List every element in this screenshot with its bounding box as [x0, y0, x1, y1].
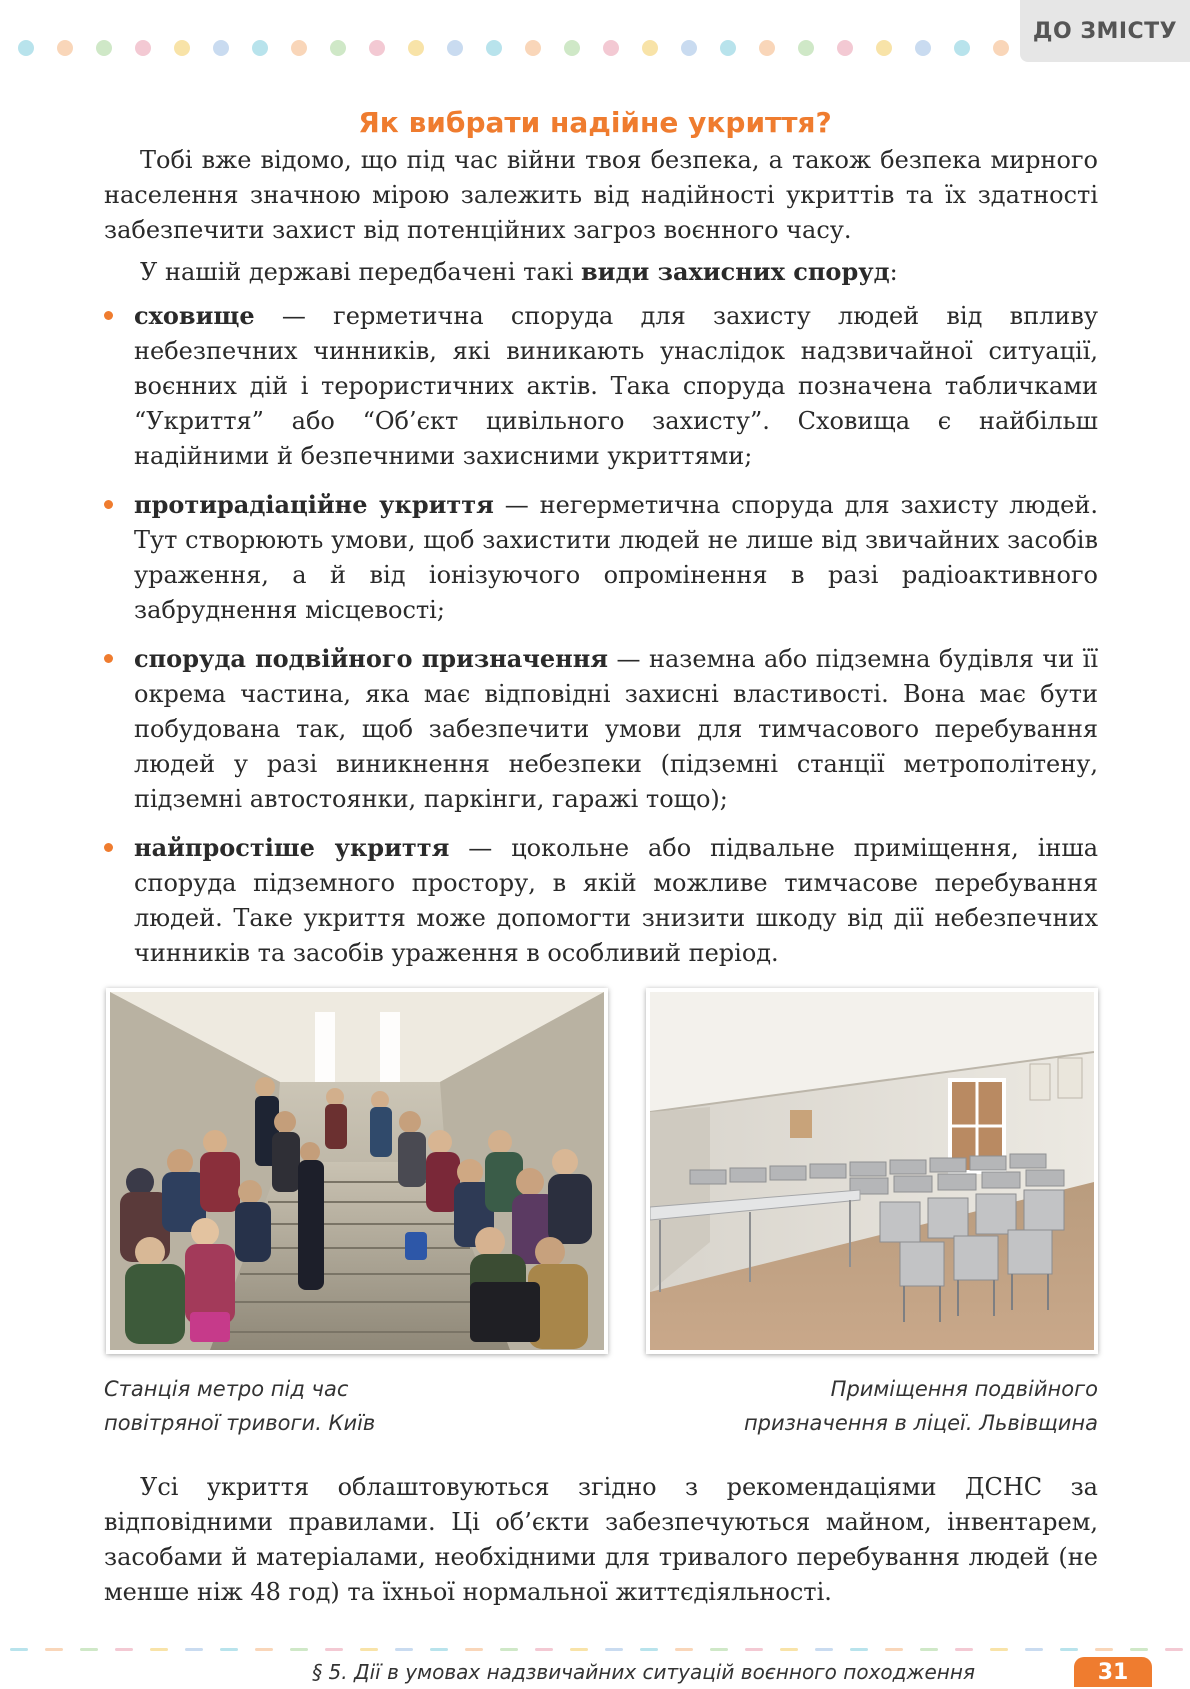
decorative-dash — [185, 1648, 203, 1651]
decorative-dash — [955, 1648, 973, 1651]
toc-link-button[interactable]: ДО ЗМІСТУ — [1020, 0, 1190, 62]
decorative-dot — [525, 40, 541, 56]
decorative-dot — [876, 40, 892, 56]
decorative-dash — [465, 1648, 483, 1651]
list-item — [104, 830, 1098, 971]
bullet-dot-icon — [104, 843, 113, 852]
definition: — герметична споруда для захисту людей від впливу небезпечних чинників, які виникають унаслідок надзвичайної ситуації, воєнних дій і терористичних актів. Така споруда позначена табличками “Укриття” або “Об’єкт цивільного захисту”. Сховища є найбільш надійними й безпечними захисними укриттями; — [134, 302, 1098, 470]
metro-station-photo — [106, 988, 608, 1354]
decorative-dot — [837, 40, 853, 56]
definition: — негерметична споруда для захисту людей. Тут створюють умови, щоб захистити людей не лише від звичайних засобів ураження, а й від іонізуючого опромінення в разі радіоактивного забруднення місцевості; — [134, 491, 1098, 624]
list-item — [104, 487, 1098, 628]
decorative-dash — [605, 1648, 623, 1651]
term: протирадіаційне укриття — [134, 490, 494, 519]
decorative-dash — [290, 1648, 308, 1651]
decorative-dot — [330, 40, 346, 56]
decorative-dot — [564, 40, 580, 56]
decorative-dash — [360, 1648, 378, 1651]
decorative-dash — [780, 1648, 798, 1651]
bullet-dot-icon — [104, 654, 113, 663]
definition: — наземна або підземна будівля чи її окрема частина, яка має відповідні захисні властивості. Вона має бути побудована так, щоб забезпечити умови для тимчасового перебування людей у разі виникнення небезпеки (підземні станції метрополітену, підземні автостоянки, паркінги, гаражі тощо); — [134, 645, 1099, 813]
metro-photo-caption — [104, 1372, 375, 1440]
decorative-dash — [990, 1648, 1008, 1651]
footer-dashed-line — [0, 1648, 1190, 1651]
caption-line: Станція метро під час — [104, 1377, 349, 1401]
caption-line: Приміщення подвійного — [830, 1377, 1098, 1401]
intro-paragraph: Тобі вже відомо, що під час війни твоя безпека, а також безпека мирного населення значною мірою залежить від надійності укриттів та їх здатності забезпечити захист від потенційних загроз воєнного часу. — [104, 146, 1098, 244]
decorative-dot — [486, 40, 502, 56]
decorative-dash — [255, 1648, 273, 1651]
decorative-dash — [115, 1648, 133, 1651]
term: споруда подвійного призначення — [134, 644, 609, 673]
decorative-dash — [80, 1648, 98, 1651]
decorative-dash — [325, 1648, 343, 1651]
list-item — [104, 641, 1098, 817]
decorative-dash — [535, 1648, 553, 1651]
decorative-dot — [369, 40, 385, 56]
decorative-dash — [640, 1648, 658, 1651]
caption-line: повітряної тривоги. Київ — [104, 1411, 376, 1435]
decorative-dash — [1130, 1648, 1148, 1651]
decorative-dot — [954, 40, 970, 56]
decorative-dot — [57, 40, 73, 56]
decorative-dash — [430, 1648, 448, 1651]
lyceum-shelter-photo — [646, 988, 1098, 1354]
decorative-dash — [920, 1648, 938, 1651]
bullet-dot-icon — [104, 500, 113, 509]
list-item — [104, 298, 1098, 474]
decorative-dash — [710, 1648, 728, 1651]
decorative-dash — [815, 1648, 833, 1651]
decorative-dot-row — [18, 40, 1028, 58]
decorative-dot — [96, 40, 112, 56]
types-intro-text: У нашій державі передбачені такі — [140, 258, 581, 286]
types-intro-paragraph — [104, 254, 1098, 290]
decorative-dash — [675, 1648, 693, 1651]
definition: — цокольне або підвальне приміщення, інша споруда підземного простору, в якій можливе тимчасове перебування людей. Таке укриття може допомогти знизити шкоду від дії небезпечних чинників та засобів ураження в особливий період. — [134, 834, 1098, 967]
decorative-dash — [220, 1648, 238, 1651]
decorative-dot — [291, 40, 307, 56]
decorative-dash — [1095, 1648, 1113, 1651]
decorative-dash — [500, 1648, 518, 1651]
decorative-dot — [603, 40, 619, 56]
decorative-dot — [447, 40, 463, 56]
footer-section-title: § 5. Дії в умовах надзвичайних ситуацій воєнного походження — [312, 1660, 975, 1684]
caption-line: призначення в ліцеї. Львівщина — [743, 1411, 1098, 1435]
decorative-dot — [681, 40, 697, 56]
decorative-dash — [1025, 1648, 1043, 1651]
decorative-dash — [45, 1648, 63, 1651]
shelter-types-list — [104, 298, 1098, 984]
decorative-dash — [395, 1648, 413, 1651]
closing-paragraph: Усі укриття облаштовуються згідно з рекомендаціями ДСНС за відповідними правилами. Ці об’єкти забезпечуються майном, інвентарем, засобами й матеріалами, необхідними для тривалого перебування людей (не менше ніж 48 год) та їхньої нормальної життєдіяльності. — [104, 1473, 1098, 1606]
term: сховище — [134, 301, 255, 330]
decorative-dot — [993, 40, 1009, 56]
decorative-dot — [720, 40, 736, 56]
decorative-dot — [642, 40, 658, 56]
decorative-dash — [10, 1648, 28, 1651]
decorative-dot — [18, 40, 34, 56]
decorative-dot — [174, 40, 190, 56]
metro-station-illustration — [110, 992, 604, 1350]
types-intro-bold: види захисних споруд — [581, 257, 890, 286]
decorative-dot — [213, 40, 229, 56]
decorative-dash — [885, 1648, 903, 1651]
types-intro-suffix: : — [889, 258, 898, 286]
term: найпростіше укриття — [134, 833, 450, 862]
lyceum-room-illustration — [650, 992, 1094, 1350]
decorative-dash — [570, 1648, 588, 1651]
decorative-dot — [798, 40, 814, 56]
page-number-badge: 31 — [1074, 1657, 1152, 1687]
decorative-dash — [850, 1648, 868, 1651]
bullet-dot-icon — [104, 311, 113, 320]
page-heading: Як вибрати надійне укриття? — [358, 106, 832, 139]
decorative-dot — [915, 40, 931, 56]
decorative-dot — [135, 40, 151, 56]
decorative-dot — [759, 40, 775, 56]
decorative-dash — [1165, 1648, 1183, 1651]
lyceum-photo-caption — [744, 1372, 1098, 1440]
decorative-dash — [745, 1648, 763, 1651]
decorative-dot — [252, 40, 268, 56]
decorative-dot — [408, 40, 424, 56]
decorative-dash — [150, 1648, 168, 1651]
decorative-dash — [1060, 1648, 1078, 1651]
